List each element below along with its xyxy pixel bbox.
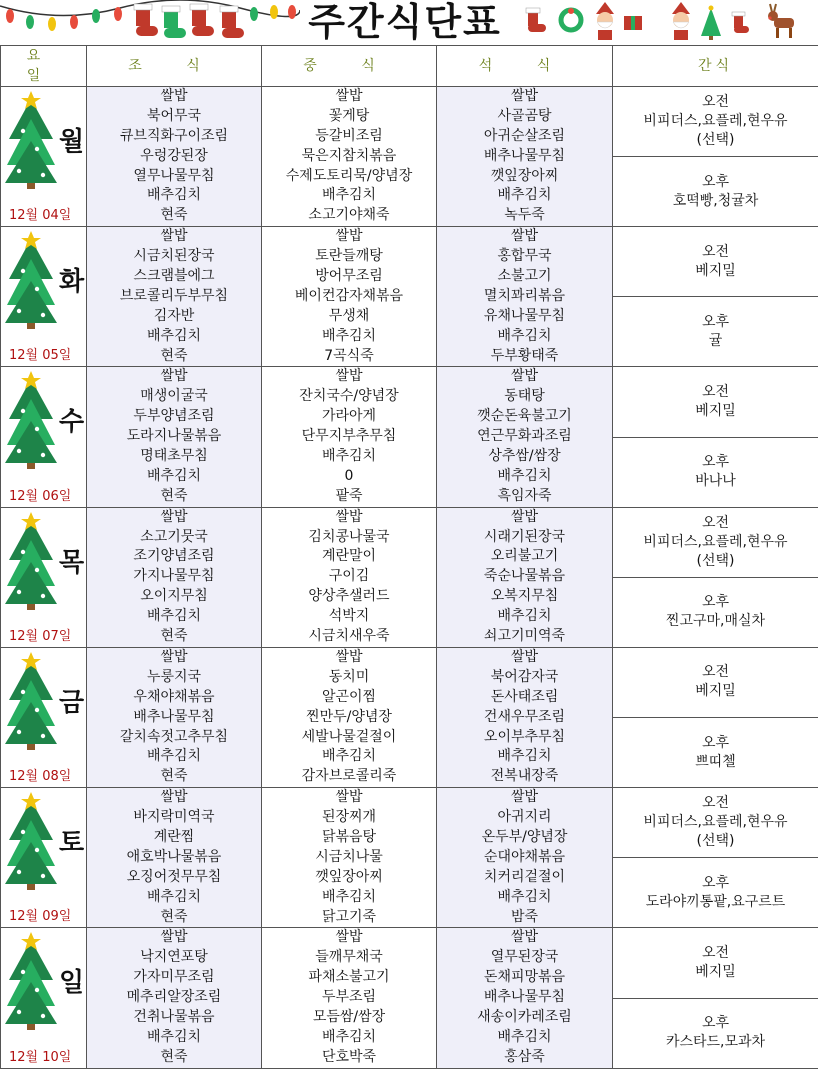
christmas-tree-icon bbox=[5, 652, 57, 752]
menu-item: 쌀밥 bbox=[262, 227, 436, 247]
day-date: 12월 07일 bbox=[9, 625, 71, 644]
menu-item: 쌀밥 bbox=[87, 87, 261, 107]
menu-item: 쌀밥 bbox=[87, 788, 261, 808]
menu-item: 소불고기 bbox=[437, 267, 612, 287]
snack-pm-label: 오후 bbox=[613, 874, 818, 893]
day-cell bbox=[1, 788, 87, 928]
day-row bbox=[1, 788, 818, 858]
menu-item: 녹두죽 bbox=[437, 206, 612, 226]
col-header-dinner: 석 식 bbox=[437, 46, 613, 87]
day-row bbox=[1, 647, 818, 717]
menu-item: 조기양념조림 bbox=[87, 547, 261, 567]
day-date: 12월 05일 bbox=[9, 344, 71, 363]
breakfast-cell bbox=[87, 507, 262, 647]
menu-item: 쌀밥 bbox=[87, 227, 261, 247]
menu-item: 큐브직화구이조림 bbox=[87, 127, 261, 147]
menu-item: 가지나물무침 bbox=[87, 567, 261, 587]
dinner-cell bbox=[437, 507, 613, 647]
menu-item: 현죽 bbox=[87, 487, 261, 507]
menu-item: 아귀순살조림 bbox=[437, 127, 612, 147]
snack-am-cell bbox=[613, 928, 818, 998]
gift-icon bbox=[622, 0, 644, 40]
menu-item: 계란말이 bbox=[262, 547, 436, 567]
menu-item: 전복내장죽 bbox=[437, 767, 612, 787]
col-header-lunch: 중 식 bbox=[262, 46, 437, 87]
snack-am-text: 베지밀 bbox=[613, 402, 818, 421]
menu-item: 배추김치 bbox=[262, 888, 436, 908]
menu-item: 배추김치 bbox=[87, 1028, 261, 1048]
day-name: 수 bbox=[59, 401, 84, 438]
day-row bbox=[1, 928, 818, 998]
snack-am-label: 오전 bbox=[613, 663, 818, 682]
column-header-row bbox=[1, 46, 818, 87]
menu-item: 홍삼죽 bbox=[437, 1048, 612, 1068]
breakfast-cell bbox=[87, 367, 262, 507]
snack-am-text: 베지밀 bbox=[613, 262, 818, 281]
snack-pm-label: 오후 bbox=[613, 1014, 818, 1033]
menu-item: 열무나물무침 bbox=[87, 167, 261, 187]
menu-item: 북어감자국 bbox=[437, 668, 612, 688]
christmas-tree-icon bbox=[5, 231, 57, 331]
menu-item: 배추김치 bbox=[262, 447, 436, 467]
breakfast-cell bbox=[87, 928, 262, 1068]
menu-item: 북어무국 bbox=[87, 107, 261, 127]
menu-item: 연근무화과조림 bbox=[437, 427, 612, 447]
menu-item: 배추김치 bbox=[87, 467, 261, 487]
menu-item: 석박지 bbox=[262, 607, 436, 627]
dinner-cell bbox=[437, 788, 613, 928]
snack-pm-cell bbox=[613, 718, 818, 788]
menu-item: 현죽 bbox=[87, 627, 261, 647]
wreath-icon bbox=[556, 0, 586, 40]
menu-item: 밤죽 bbox=[437, 908, 612, 928]
day-name: 금 bbox=[59, 682, 84, 719]
christmas-tree-icon bbox=[5, 91, 57, 191]
menu-item: 우렁강된장 bbox=[87, 147, 261, 167]
menu-item: 배추나물무침 bbox=[437, 988, 612, 1008]
menu-item: 된장찌개 bbox=[262, 808, 436, 828]
menu-item: 쌀밥 bbox=[437, 227, 612, 247]
menu-item: 단호박죽 bbox=[262, 1048, 436, 1068]
lunch-cell bbox=[262, 928, 437, 1068]
menu-item: 찐만두/양념장 bbox=[262, 708, 436, 728]
menu-item: 상추쌈/쌈장 bbox=[437, 447, 612, 467]
day-name: 월 bbox=[59, 121, 84, 158]
menu-item: 브로콜리두부무침 bbox=[87, 287, 261, 307]
snack-am-text: 비피더스,요플레,현우유 (선택) bbox=[613, 533, 818, 571]
menu-item: 감자브로콜리죽 bbox=[262, 767, 436, 787]
menu-item: 소고기야채죽 bbox=[262, 206, 436, 226]
menu-item: 쌀밥 bbox=[87, 928, 261, 948]
snack-am-cell bbox=[613, 788, 818, 858]
snack-pm-label: 오후 bbox=[613, 173, 818, 192]
menu-item: 쌀밥 bbox=[437, 87, 612, 107]
menu-item: 소고기뭇국 bbox=[87, 528, 261, 548]
menu-item: 토란들깨탕 bbox=[262, 247, 436, 267]
christmas-tree-icon bbox=[5, 792, 57, 892]
menu-item: 방어무조림 bbox=[262, 267, 436, 287]
day-cell bbox=[1, 87, 87, 227]
day-name: 화 bbox=[59, 261, 84, 298]
day-date: 12월 09일 bbox=[9, 905, 71, 924]
menu-item: 들깨무채국 bbox=[262, 948, 436, 968]
dinner-cell bbox=[437, 647, 613, 787]
menu-item: 시금치된장국 bbox=[87, 247, 261, 267]
menu-item: 쌀밥 bbox=[437, 788, 612, 808]
menu-item: 무생채 bbox=[262, 307, 436, 327]
day-name: 토 bbox=[59, 822, 84, 859]
menu-item: 수제도토리묵/양념장 bbox=[262, 167, 436, 187]
menu-item: 시래기된장국 bbox=[437, 528, 612, 548]
lunch-cell bbox=[262, 87, 437, 227]
menu-item: 명태초무침 bbox=[87, 447, 261, 467]
day-cell bbox=[1, 367, 87, 507]
menu-item: 단무지부추무침 bbox=[262, 427, 436, 447]
lunch-cell bbox=[262, 367, 437, 507]
menu-item: 모듬쌈/쌈장 bbox=[262, 1008, 436, 1028]
snack-pm-label: 오후 bbox=[613, 313, 818, 332]
menu-item: 쌀밥 bbox=[87, 367, 261, 387]
menu-item: 쌀밥 bbox=[437, 367, 612, 387]
menu-item: 가라아게 bbox=[262, 407, 436, 427]
menu-item: 바지락미역국 bbox=[87, 808, 261, 828]
day-date: 12월 06일 bbox=[9, 485, 71, 504]
menu-item: 배추김치 bbox=[87, 327, 261, 347]
menu-item: 쇠고기미역죽 bbox=[437, 627, 612, 647]
snack-am-cell bbox=[613, 227, 818, 297]
menu-item: 쌀밥 bbox=[262, 87, 436, 107]
santa-icon bbox=[590, 0, 620, 42]
day-cell bbox=[1, 507, 87, 647]
menu-item: 깻순돈육불고기 bbox=[437, 407, 612, 427]
menu-item: 배추김치 bbox=[437, 327, 612, 347]
snack-pm-text: 귤 bbox=[613, 332, 818, 351]
menu-item: 시금치새우죽 bbox=[262, 627, 436, 647]
menu-item: 건새우무조림 bbox=[437, 708, 612, 728]
breakfast-cell bbox=[87, 227, 262, 367]
menu-item: 아귀지리 bbox=[437, 808, 612, 828]
menu-item: 동태탕 bbox=[437, 387, 612, 407]
menu-item: 현죽 bbox=[87, 206, 261, 226]
christmas-tree-icon bbox=[5, 932, 57, 1032]
menu-item: 배추김치 bbox=[262, 747, 436, 767]
day-row bbox=[1, 367, 818, 437]
menu-item: 0 bbox=[262, 467, 436, 487]
day-cell bbox=[1, 647, 87, 787]
menu-item: 홍합무국 bbox=[437, 247, 612, 267]
menu-item: 스크램블에그 bbox=[87, 267, 261, 287]
menu-item: 오리불고기 bbox=[437, 547, 612, 567]
menu-item: 쌀밥 bbox=[437, 928, 612, 948]
snack-am-label: 오전 bbox=[613, 383, 818, 402]
menu-item: 쌀밥 bbox=[262, 928, 436, 948]
santa-icon bbox=[666, 0, 696, 42]
menu-item: 배추김치 bbox=[87, 607, 261, 627]
menu-item: 쌀밥 bbox=[262, 367, 436, 387]
snack-pm-label: 오후 bbox=[613, 453, 818, 472]
menu-item: 배추김치 bbox=[437, 747, 612, 767]
menu-item: 구이김 bbox=[262, 567, 436, 587]
menu-item: 오이지무침 bbox=[87, 587, 261, 607]
snack-am-cell bbox=[613, 87, 818, 157]
menu-item: 배추김치 bbox=[262, 186, 436, 206]
col-header-day: 요 일 bbox=[1, 46, 87, 87]
menu-item: 쌀밥 bbox=[87, 508, 261, 528]
menu-item: 파채소불고기 bbox=[262, 968, 436, 988]
breakfast-cell bbox=[87, 788, 262, 928]
menu-item: 갈치속젓고추무침 bbox=[87, 728, 261, 748]
menu-item: 잔치국수/양념장 bbox=[262, 387, 436, 407]
lunch-cell bbox=[262, 227, 437, 367]
dinner-cell bbox=[437, 227, 613, 367]
menu-item: 우채야채볶음 bbox=[87, 688, 261, 708]
day-date: 12월 10일 bbox=[9, 1046, 71, 1065]
menu-item: 멸치꽈리볶음 bbox=[437, 287, 612, 307]
snack-pm-cell bbox=[613, 157, 818, 227]
snack-pm-label: 오후 bbox=[613, 593, 818, 612]
header bbox=[0, 0, 818, 45]
menu-item: 치커리겉절이 bbox=[437, 868, 612, 888]
snack-pm-text: 호떡빵,청귤차 bbox=[613, 192, 818, 211]
dinner-cell bbox=[437, 87, 613, 227]
menu-item: 오징어젓무무침 bbox=[87, 868, 261, 888]
menu-item: 두부양념조림 bbox=[87, 407, 261, 427]
weekly-menu-table bbox=[0, 45, 818, 1069]
menu-item: 가자미무조림 bbox=[87, 968, 261, 988]
menu-item: 계란찜 bbox=[87, 828, 261, 848]
menu-item: 도라지나물볶음 bbox=[87, 427, 261, 447]
dinner-cell bbox=[437, 367, 613, 507]
menu-item: 베이컨감자채볶음 bbox=[262, 287, 436, 307]
breakfast-cell bbox=[87, 647, 262, 787]
page-title: 주간식단표 bbox=[300, 0, 510, 45]
menu-item: 현죽 bbox=[87, 347, 261, 367]
menu-item: 쌀밥 bbox=[262, 788, 436, 808]
snack-am-label: 오전 bbox=[613, 944, 818, 963]
menu-item: 팥죽 bbox=[262, 487, 436, 507]
snack-am-cell bbox=[613, 507, 818, 577]
menu-item: 동치미 bbox=[262, 668, 436, 688]
snack-pm-text: 찐고구마,매실차 bbox=[613, 612, 818, 631]
menu-item: 알곤이찜 bbox=[262, 688, 436, 708]
menu-item: 김자반 bbox=[87, 307, 261, 327]
menu-item: 양상추샐러드 bbox=[262, 587, 436, 607]
stocking-icon bbox=[520, 0, 550, 40]
menu-item: 배추나물무침 bbox=[87, 708, 261, 728]
menu-item: 배추김치 bbox=[87, 186, 261, 206]
menu-item: 배추나물무침 bbox=[437, 147, 612, 167]
menu-item: 7곡식죽 bbox=[262, 347, 436, 367]
menu-item: 쌀밥 bbox=[262, 648, 436, 668]
menu-item: 누룽지국 bbox=[87, 668, 261, 688]
menu-item: 김치콩나물국 bbox=[262, 528, 436, 548]
menu-item: 깻잎장아찌 bbox=[262, 868, 436, 888]
menu-item: 닭볶음탕 bbox=[262, 828, 436, 848]
menu-item: 사골곰탕 bbox=[437, 107, 612, 127]
menu-item: 묵은지참치볶음 bbox=[262, 147, 436, 167]
col-header-snack: 간식 bbox=[613, 46, 818, 87]
snack-pm-text: 쁘띠첼 bbox=[613, 753, 818, 772]
snack-pm-cell bbox=[613, 437, 818, 507]
menu-item: 열무된장국 bbox=[437, 948, 612, 968]
menu-item: 배추김치 bbox=[437, 1028, 612, 1048]
snack-am-label: 오전 bbox=[613, 243, 818, 262]
menu-item: 배추김치 bbox=[437, 888, 612, 908]
col-header-breakfast: 조 식 bbox=[87, 46, 262, 87]
menu-item: 매생이굴국 bbox=[87, 387, 261, 407]
snack-pm-cell bbox=[613, 577, 818, 647]
menu-item: 시금치나물 bbox=[262, 848, 436, 868]
christmas-tree-icon bbox=[698, 0, 724, 42]
menu-item: 현죽 bbox=[87, 908, 261, 928]
menu-item: 닭고기죽 bbox=[262, 908, 436, 928]
stocking-icon bbox=[134, 4, 244, 38]
menu-item: 배추김치 bbox=[87, 747, 261, 767]
reindeer-icon bbox=[760, 0, 800, 42]
menu-item: 현죽 bbox=[87, 1048, 261, 1068]
day-date: 12월 08일 bbox=[9, 765, 71, 784]
menu-item: 배추김치 bbox=[437, 186, 612, 206]
snack-pm-cell bbox=[613, 858, 818, 928]
snack-am-text: 베지밀 bbox=[613, 682, 818, 701]
menu-item: 쌀밥 bbox=[262, 508, 436, 528]
menu-item: 쌀밥 bbox=[437, 648, 612, 668]
menu-item: 두부조림 bbox=[262, 988, 436, 1008]
menu-item: 배추김치 bbox=[262, 327, 436, 347]
christmas-tree-icon bbox=[5, 371, 57, 471]
day-name: 목 bbox=[59, 542, 84, 579]
snack-am-text: 비피더스,요플레,현우유 (선택) bbox=[613, 813, 818, 851]
snack-pm-text: 바나나 bbox=[613, 472, 818, 491]
snack-am-cell bbox=[613, 647, 818, 717]
snack-am-label: 오전 bbox=[613, 514, 818, 533]
menu-item: 온두부/양념장 bbox=[437, 828, 612, 848]
menu-item: 새송이카레조림 bbox=[437, 1008, 612, 1028]
day-name: 일 bbox=[59, 962, 84, 999]
snack-pm-label: 오후 bbox=[613, 734, 818, 753]
lunch-cell bbox=[262, 647, 437, 787]
menu-item: 유채나물무침 bbox=[437, 307, 612, 327]
day-row bbox=[1, 507, 818, 577]
menu-item: 꽃게탕 bbox=[262, 107, 436, 127]
menu-item: 낙지연포탕 bbox=[87, 948, 261, 968]
snack-am-text: 비피더스,요플레,현우유 (선택) bbox=[613, 112, 818, 150]
menu-item: 건취나물볶음 bbox=[87, 1008, 261, 1028]
day-row bbox=[1, 227, 818, 297]
menu-item: 배추김치 bbox=[437, 607, 612, 627]
menu-item: 오복지무침 bbox=[437, 587, 612, 607]
menu-item: 깻잎장아찌 bbox=[437, 167, 612, 187]
snack-am-cell bbox=[613, 367, 818, 437]
snack-pm-text: 카스타드,모과차 bbox=[613, 1033, 818, 1052]
day-cell bbox=[1, 227, 87, 367]
menu-item: 배추김치 bbox=[437, 467, 612, 487]
menu-item: 돈채피망볶음 bbox=[437, 968, 612, 988]
menu-item: 애호박나물볶음 bbox=[87, 848, 261, 868]
menu-item: 세발나물겉절이 bbox=[262, 728, 436, 748]
menu-item: 순대야채볶음 bbox=[437, 848, 612, 868]
menu-item: 배추김치 bbox=[262, 1028, 436, 1048]
stocking-icon bbox=[728, 0, 752, 40]
menu-item: 현죽 bbox=[87, 767, 261, 787]
menu-item: 죽순나물볶음 bbox=[437, 567, 612, 587]
snack-pm-cell bbox=[613, 998, 818, 1068]
snack-pm-text: 도라야끼통팥,요구르트 bbox=[613, 893, 818, 912]
christmas-tree-icon bbox=[5, 512, 57, 612]
menu-item: 오이부추무침 bbox=[437, 728, 612, 748]
breakfast-cell bbox=[87, 87, 262, 227]
snack-am-label: 오전 bbox=[613, 794, 818, 813]
menu-item: 돈사태조림 bbox=[437, 688, 612, 708]
menu-item: 등갈비조림 bbox=[262, 127, 436, 147]
day-row bbox=[1, 87, 818, 157]
garland-icon bbox=[0, 0, 300, 45]
day-date: 12월 04일 bbox=[9, 204, 71, 223]
menu-item: 두부황태죽 bbox=[437, 347, 612, 367]
snack-am-text: 베지밀 bbox=[613, 963, 818, 982]
lunch-cell bbox=[262, 507, 437, 647]
menu-item: 쌀밥 bbox=[437, 508, 612, 528]
menu-item: 메추리알장조림 bbox=[87, 988, 261, 1008]
day-cell bbox=[1, 928, 87, 1068]
snack-am-label: 오전 bbox=[613, 93, 818, 112]
dinner-cell bbox=[437, 928, 613, 1068]
menu-item: 배추김치 bbox=[87, 888, 261, 908]
snack-pm-cell bbox=[613, 297, 818, 367]
lunch-cell bbox=[262, 788, 437, 928]
menu-item: 쌀밥 bbox=[87, 648, 261, 668]
menu-item: 흑임자죽 bbox=[437, 487, 612, 507]
